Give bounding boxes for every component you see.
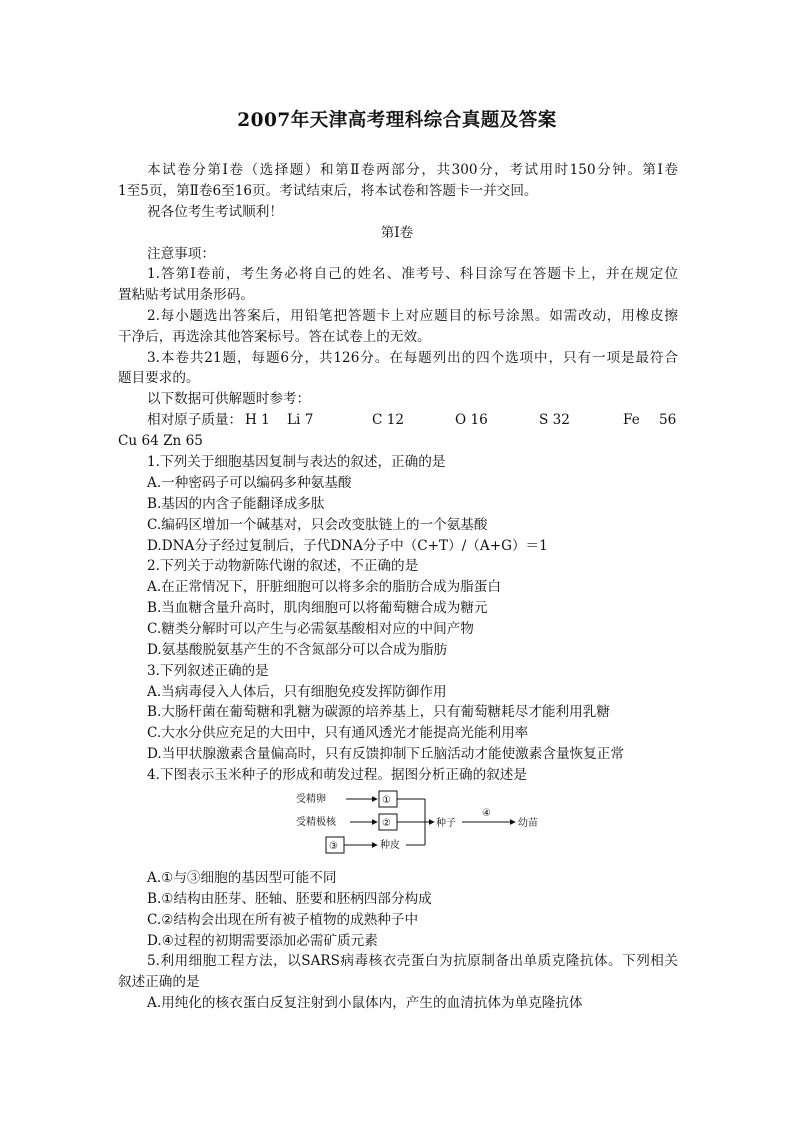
question-2-option-b: B.当血糖含量升高时，肌肉细胞可以将葡萄糖合成为糖元 <box>147 600 488 616</box>
notes-heading: 注意事项： <box>147 246 215 262</box>
question-2-option-a: A.在正常情况下，肝脏细胞可以将多余的脂肪合成为脂蛋白 <box>147 579 501 595</box>
question-5-stem-line-1: 5.利用细胞工程方法，以SARS病毒核衣壳蛋白为抗原制备出单质克隆抗体。下列相关 <box>147 953 678 969</box>
question-2-option-c: C.糖类分解时可以产生与必需氨基酸相对应的中间产物 <box>147 621 474 637</box>
atomic-mass-line <box>147 410 679 430</box>
question-1-option-a: A.一种密码子可以编码多种氨基酸 <box>147 475 352 491</box>
mass-li: Li 7 <box>287 412 314 428</box>
note-3-line-2: 题目要求的。 <box>118 370 200 386</box>
mass-c: C 12 <box>372 412 405 428</box>
label-seed: 种子 <box>436 818 456 829</box>
box-1-label: ① <box>382 795 391 806</box>
atomic-mass-label: 相对原子质量： <box>147 412 243 428</box>
label-seed-coat: 种皮 <box>380 840 400 851</box>
note-3-line-1: 3.本卷共21题，每题6分，共126分。在每题列出的四个选项中，只有一项是最符合 <box>147 350 678 366</box>
question-3-stem: 3.下列叙述正确的是 <box>147 663 269 679</box>
question-4-option-d: D.④过程的初期需要添加必需矿质元素 <box>147 933 378 949</box>
mass-s: S 32 <box>539 412 570 428</box>
question-1-option-b: B.基因的内含子能翻译成多肽 <box>147 496 325 512</box>
intro-line-1: 本试卷分第Ⅰ卷（选择题）和第Ⅱ卷两部分，共300分，考试用时150分钟。第Ⅰ卷 <box>147 162 678 178</box>
intro-line-3: 祝各位考生考试顺利！ <box>147 204 283 220</box>
question-5-stem-line-2: 叙述正确的是 <box>118 974 200 990</box>
box-3-label: ③ <box>329 841 338 852</box>
seed-formation-diagram <box>290 790 560 860</box>
question-4-option-b: B.①结构由胚芽、胚轴、胚要和胚柄四部分构成 <box>147 891 432 907</box>
question-1-option-d: D.DNA分子经过复制后，子代DNA分子中（C+T）/（A+G）＝1 <box>147 538 548 554</box>
label-fertilized-polar-nucleus: 受精极核 <box>296 817 336 828</box>
question-3-option-d: D.当甲状腺激素含量偏高时，只有反馈抑制下丘脑活动才能使激素含量恢复正常 <box>147 746 624 762</box>
note-2-line-1: 2.每小题选出答案后，用铅笔把答题卡上对应题目的标号涂黑。如需改动，用橡皮擦 <box>147 308 678 324</box>
section-heading: 第Ⅰ卷 <box>380 225 414 241</box>
question-1-stem: 1.下列关于细胞基因复制与表达的叙述，正确的是 <box>147 454 446 470</box>
question-3-option-b: B.大肠杆菌在葡萄糖和乳糖为碳源的培养基上，只有葡萄糖耗尽才能利用乳糖 <box>147 704 610 720</box>
question-2-stem: 2.下列关于动物新陈代谢的叙述，不正确的是 <box>147 558 419 574</box>
question-5-option-a: A.用纯化的核衣蛋白反复注射到小鼠体内，产生的血清抗体为单克隆抗体 <box>147 995 583 1011</box>
label-fertilized-egg: 受精卵 <box>296 794 326 805</box>
question-3-option-a: A.当病毒侵入人体后，只有细胞免疫发挥防御作用 <box>147 684 447 700</box>
intro-line-2: 1至5页，第Ⅱ卷6至16页。考试结束后，将本试卷和答题卡一并交回。 <box>118 183 538 199</box>
mass-fe: Fe <box>623 412 640 428</box>
reference-data-heading: 以下数据可供解题时参考： <box>147 391 311 407</box>
page-title: 2007年天津高考理科综合真题及答案 <box>237 110 557 131</box>
question-4-option-c: C.②结构会出现在所有被子植物的成熟种子中 <box>147 912 419 928</box>
mass-h: H 1 <box>245 412 270 428</box>
note-1-line-1: 1.答第Ⅰ卷前，考生务必将自己的姓名、准考号、科目涂写在答题卡上，并在规定位 <box>147 266 678 282</box>
box-2-label: ② <box>382 818 391 829</box>
question-1-option-c: C.编码区增加一个碱基对，只会改变肽链上的一个氨基酸 <box>147 517 488 533</box>
question-2-option-d: D.氨基酸脱氨基产生的不含氮部分可以合成为脂肪 <box>147 642 448 658</box>
note-2-line-2: 干净后，再选涂其他答案标号。答在试卷上的无效。 <box>118 329 431 345</box>
atomic-mass-line-2: Cu 64 Zn 65 <box>118 433 203 449</box>
question-4-stem: 4.下图表示玉米种子的形成和萌发过程。据图分析正确的叙述是 <box>147 767 527 783</box>
label-seedling: 幼苗 <box>518 818 538 829</box>
question-4-option-a: A.①与③细胞的基因型可能不同 <box>147 870 337 886</box>
label-step-4: ④ <box>482 808 491 819</box>
mass-o: O 16 <box>455 412 488 428</box>
note-1-line-2: 置粘贴考试用条形码。 <box>118 287 254 303</box>
question-3-option-c: C.大水分供应充足的大田中，只有通风透光才能提高光能利用率 <box>147 725 529 741</box>
mass-fe-value: 56 <box>659 412 677 428</box>
